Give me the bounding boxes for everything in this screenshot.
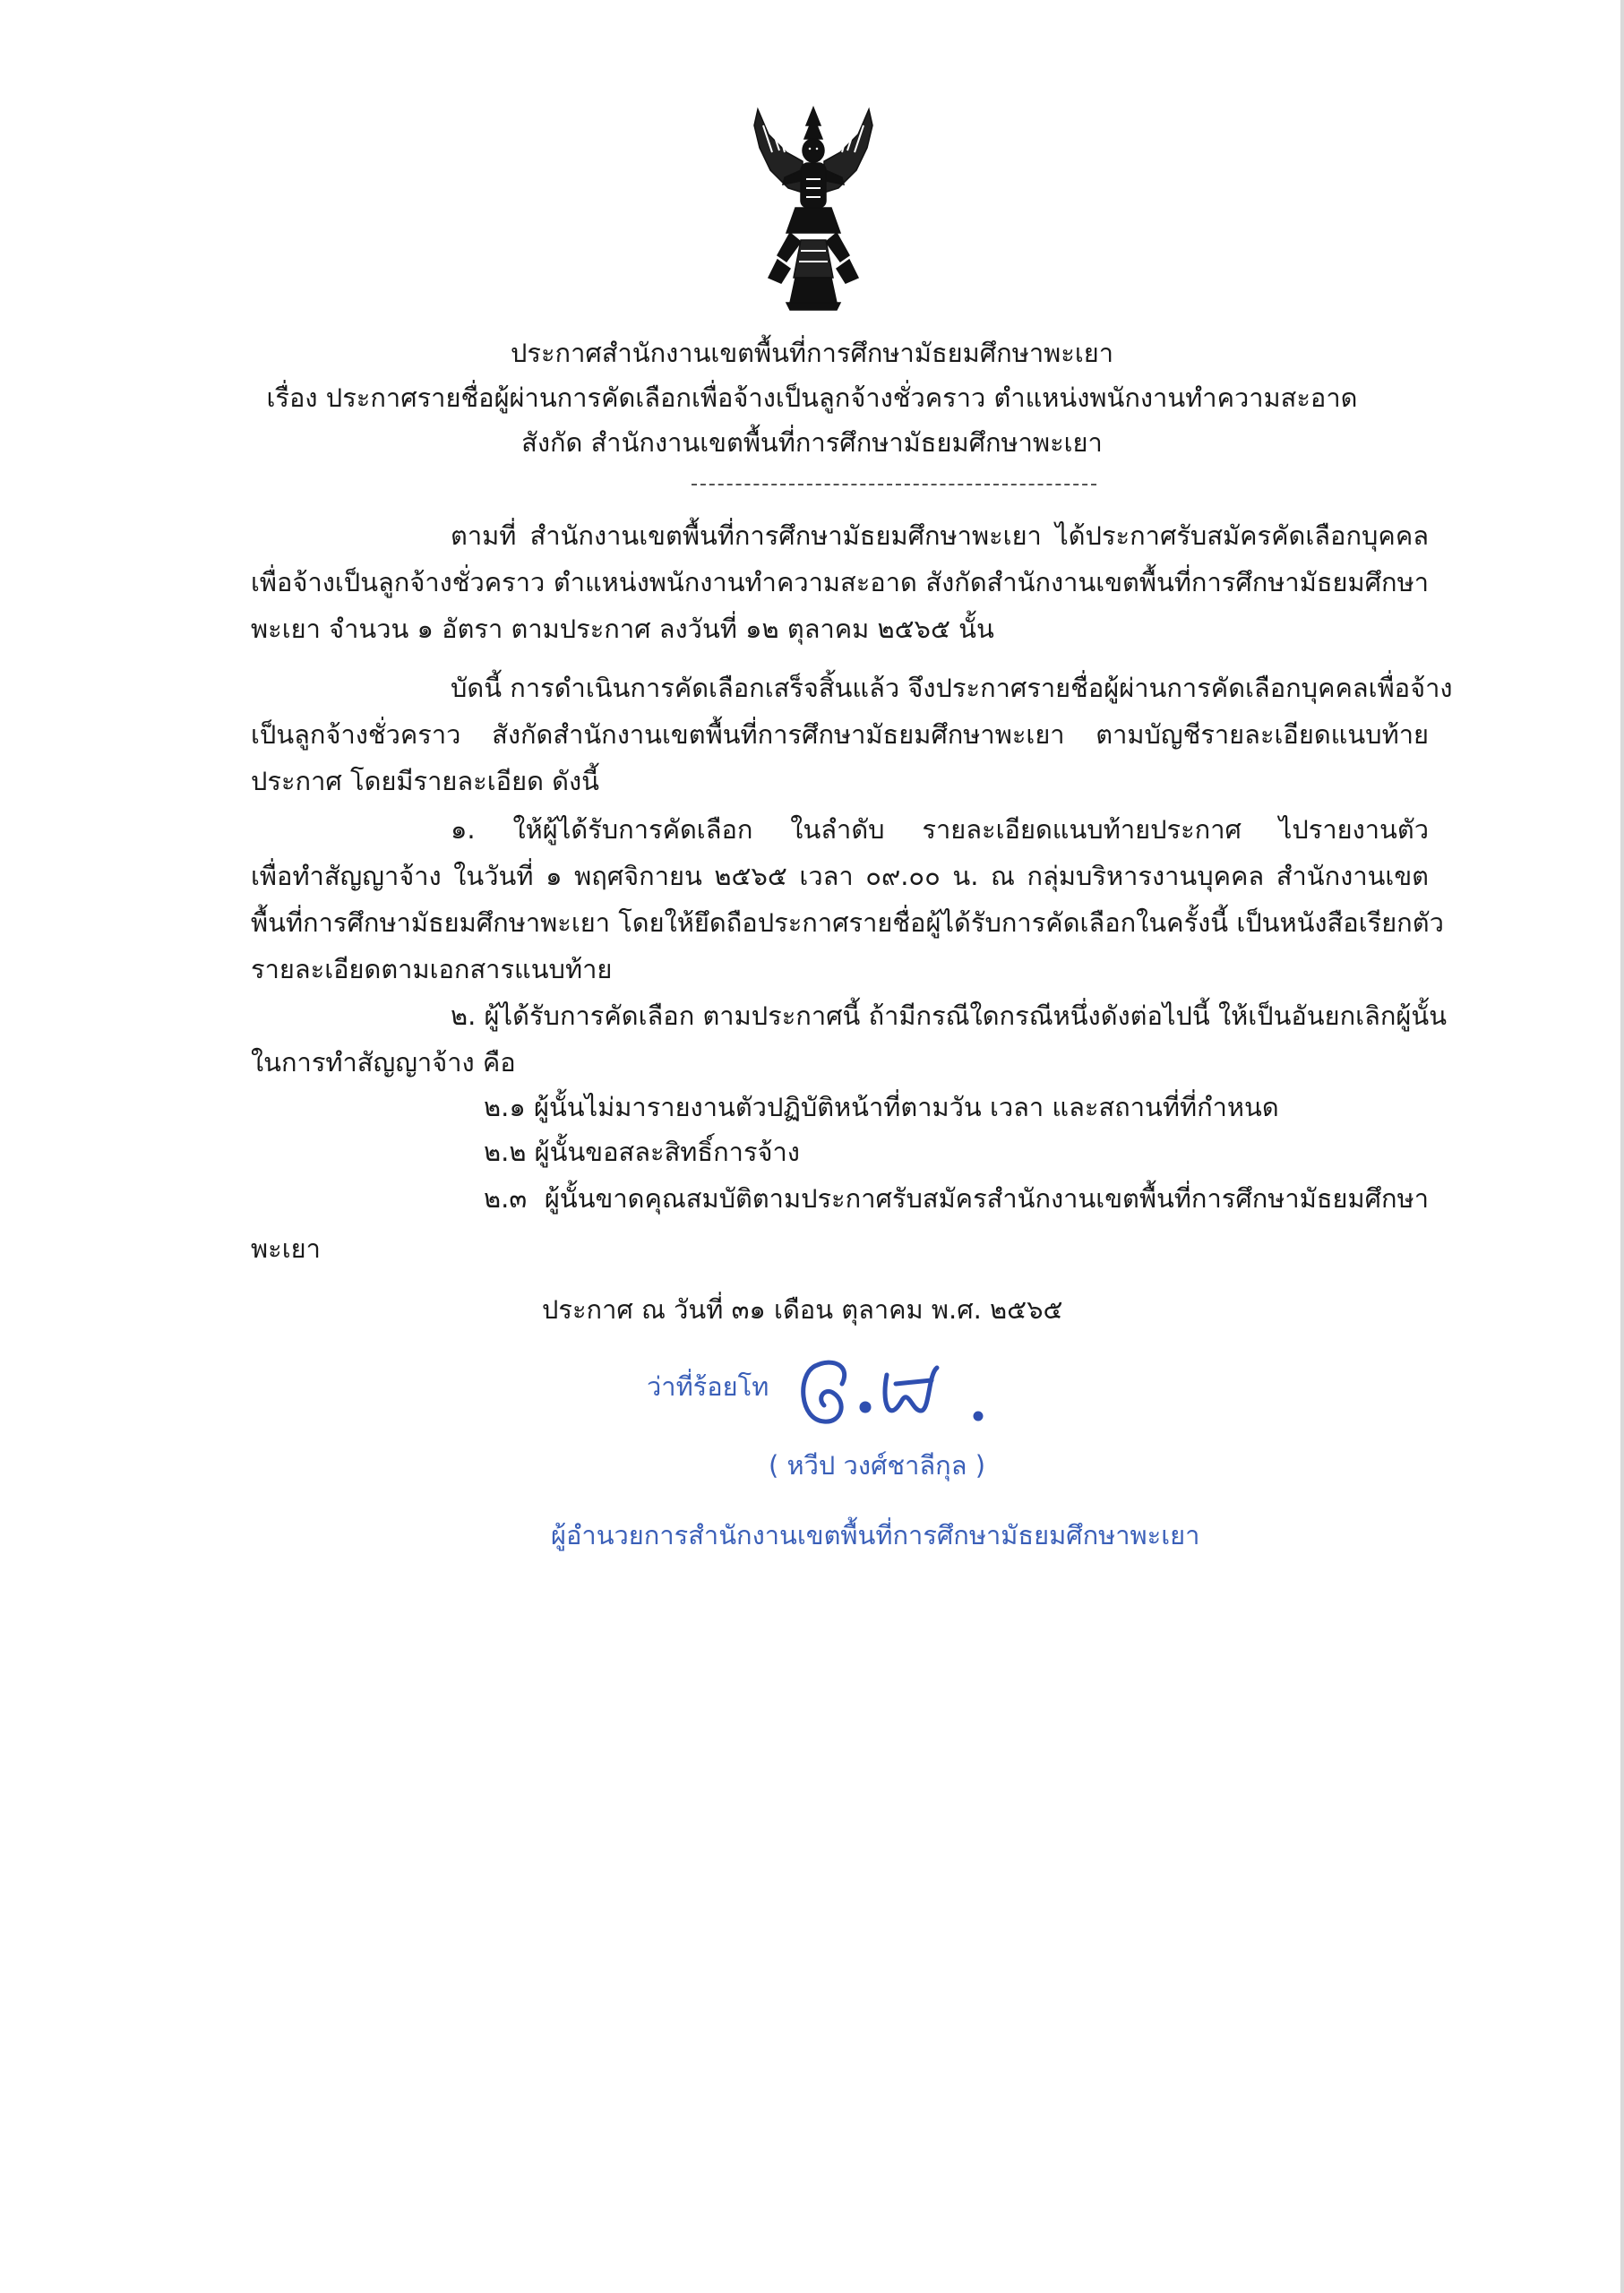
garuda-emblem-icon — [751, 99, 876, 313]
para2-line2: เป็นลูกจ้างชั่วคราว สังกัดสำนักงานเขตพื้นที่การศึกษามัธยมศึกษาพะเยา ตามบัญชีรายละเอียดแนบท้าย — [251, 719, 1429, 750]
item1-line1: ๑. ให้ผู้ได้รับการคัดเลือก ในลำดับ รายละเอียดแนบท้ายประกาศ ไปรายงานตัว — [451, 814, 1429, 845]
sub-item-2-1: ๒.๑ ผู้นั้นไม่มารายงานตัวปฏิบัติหน้าที่ตามวัน เวลา และสถานที่ที่กำหนด — [484, 1092, 1279, 1122]
para1-line3: พะเยา จำนวน ๑ อัตรา ตามประกาศ ลงวันที่ ๑๒ ตุลาคม ๒๕๖๕ นั้น — [251, 614, 994, 644]
announcement-date: ประกาศ ณ วันที่ ๓๑ เดือน ตุลาคม พ.ศ. ๒๕๖๕ — [542, 1294, 1063, 1325]
signer-position: ผู้อำนวยการสำนักงานเขตพื้นที่การศึกษามัธยมศึกษาพะเยา — [551, 1520, 1200, 1550]
para2-line1: บัดนี้ การดำเนินการคัดเลือกเสร็จสิ้นแล้ว จึงประกาศรายชื่อผู้ผ่านการคัดเลือกบุคคลเพื่อจ้าง — [451, 673, 1453, 703]
item2-line2: ในการทำสัญญาจ้าง คือ — [251, 1047, 516, 1078]
announcement-subject: เรื่อง ประกาศรายชื่อผู้ผ่านการคัดเลือกเพื่อจ้างเป็นลูกจ้างชั่วคราว ตำแหน่งพนักงานทำความสะอาด — [266, 382, 1358, 413]
para1-line1: ตามที่ สำนักงานเขตพื้นที่การศึกษามัธยมศึกษาพะเยา ได้ประกาศรับสมัครคัดเลือกบุคคล — [451, 520, 1429, 551]
header-divider — [692, 484, 1096, 485]
sub-item-2-3: ๒.๓ ผู้นั้นขาดคุณสมบัติตามประกาศรับสมัครสำนักงานเขตพื้นที่การศึกษามัธยมศึกษา — [484, 1183, 1429, 1214]
item1-line3: พื้นที่การศึกษามัธยมศึกษาพะเยา โดยให้ยึดถือประกาศรายชื่อผู้ได้รับการคัดเลือกในครั้งนี้ เป็นหนังสือเรียกตัว — [251, 907, 1444, 938]
sub-item-2-2: ๒.๒ ผู้นั้นขอสละสิทธิ์การจ้าง — [484, 1137, 800, 1167]
item1-line2: เพื่อทำสัญญาจ้าง ในวันที่ ๑ พฤศจิกายน ๒๕๖๕ เวลา ๐๙.๐๐ น. ณ กลุ่มบริหารงานบุคคล สำนักงานเขต — [251, 861, 1429, 891]
signer-name: ( หวีป วงศ์ชาลีกุล ) — [769, 1450, 986, 1481]
signer-rank: ว่าที่ร้อยโท — [647, 1371, 769, 1402]
item2-line1: ๒. ผู้ได้รับการคัดเลือก ตามประกาศนี้ ถ้ามีกรณีใดกรณีหนึ่งดังต่อไปนี้ ให้เป็นอันยกเลิกผู้นั้น — [451, 1001, 1448, 1031]
para2-line3: ประกาศ โดยมีรายละเอียด ดังนี้ — [251, 766, 599, 796]
announcement-title: ประกาศสำนักงานเขตพื้นที่การศึกษามัธยมศึกษาพะเยา — [510, 338, 1114, 368]
announcement-affiliation: สังกัด สำนักงานเขตพื้นที่การศึกษามัธยมศึกษาพะเยา — [521, 427, 1103, 458]
sub-item-2-3-continued: พะเยา — [251, 1233, 321, 1264]
item1-line4: รายละเอียดตามเอกสารแนบท้าย — [251, 954, 613, 984]
signature — [788, 1348, 1003, 1438]
para1-line2: เพื่อจ้างเป็นลูกจ้างชั่วคราว ตำแหน่งพนักงานทำความสะอาด สังกัดสำนักงานเขตพื้นที่การศึกษามัธยมศึกษา — [251, 567, 1429, 597]
